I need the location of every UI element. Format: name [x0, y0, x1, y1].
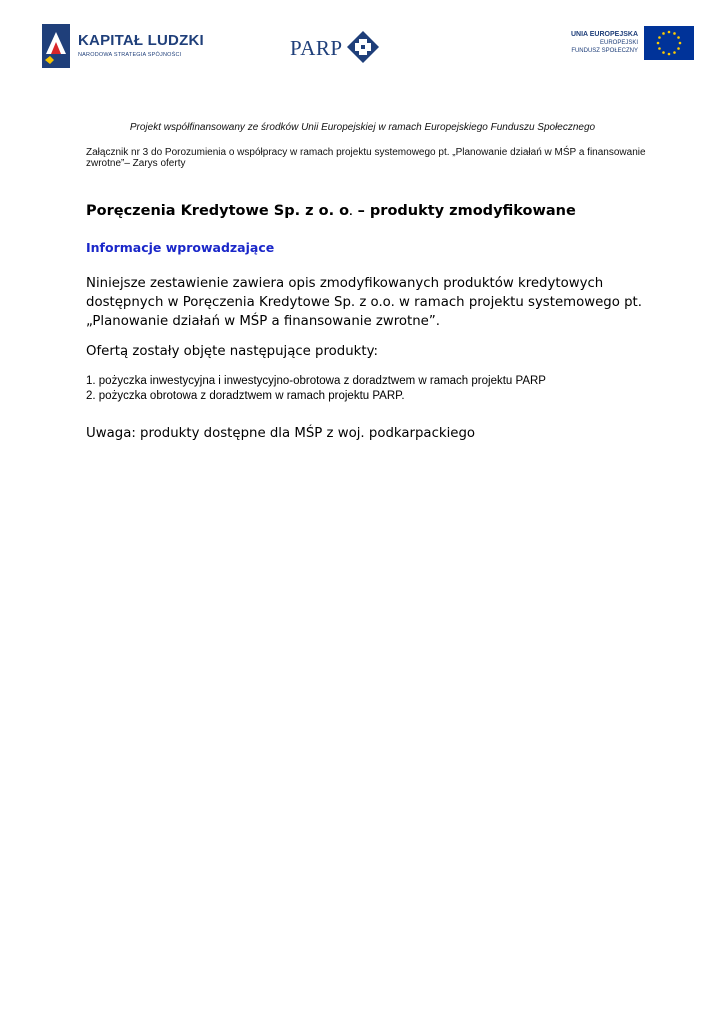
eu-star-icon: [662, 51, 665, 54]
parp-name: PARP: [290, 36, 343, 60]
title-main: Poręczenia Kredytowe Sp. z o. o: [86, 203, 350, 219]
eu-star-icon: [668, 53, 671, 56]
eu-logo: [556, 26, 694, 62]
eu-flag-icon: [644, 26, 694, 60]
eu-star-icon: [673, 51, 676, 54]
intro-paragraph: Niniejsze zestawienie zawiera opis zmodyfikowanych produktów kredytowych dostępnych w Poręczenia Kredytowe Sp. z o.o. w ramach projektu systemowego pt. „Planowanie działań w MŚP a finansowanie zwrotne”.: [86, 276, 642, 329]
eu-line-2: EUROPEJSKI: [599, 40, 638, 46]
availability-note: Uwaga: produkty dostępne dla MŚP z woj. podkarpackiego: [86, 426, 476, 441]
eu-star-icon: [657, 42, 660, 45]
product-item: 1. pożyczka inwestycyjna i inwestycyjno-obrotowa z doradztwem w ramach projektu PARP: [86, 375, 546, 387]
kapital-ludzki-logo: [42, 24, 204, 68]
cofinancing-note: Projekt współfinansowany ze środków Unii Europejskiej w ramach Europejskiego Funduszu Społecznego: [129, 122, 596, 133]
parp-mark-icon: [346, 30, 380, 64]
eu-star-icon: [673, 32, 676, 35]
annex-reference: Załącznik nr 3 do Porozumienia o współpracy w ramach projektu systemowego pt. „Planowanie działań w MŚP a finansowanie zwrotne”– Zarys oferty: [86, 147, 646, 169]
eu-star-icon: [677, 36, 680, 39]
title-rest: – produkty zmodyfikowane: [352, 203, 576, 219]
intro-heading: Informacje wprowadzające: [86, 240, 275, 255]
parp-logo: [290, 30, 382, 66]
kapital-ludzki-emblem-icon: [42, 24, 70, 68]
title-dot: .: [349, 208, 353, 218]
eu-line-1: UNIA EUROPEJSKA: [570, 31, 638, 38]
eu-star-icon: [668, 31, 671, 34]
product-item: 2. pożyczka obrotowa z doradztwem w ramach projektu PARP.: [86, 390, 405, 402]
eu-line-3: FUNDUSZ SPOŁECZNY: [571, 48, 638, 54]
product-list: [86, 374, 646, 404]
eu-text: [571, 30, 638, 55]
document-title: [86, 203, 646, 219]
eu-star-icon: [679, 42, 682, 45]
kapital-ludzki-subtitle: NARODOWA STRATEGIA SPÓJNOŚCI: [78, 52, 182, 58]
eu-star-icon: [658, 47, 661, 50]
eu-star-icon: [662, 32, 665, 35]
kapital-ludzki-title: KAPITAŁ LUDZKI: [78, 32, 204, 49]
eu-star-icon: [658, 36, 661, 39]
eu-star-icon: [677, 47, 680, 50]
offer-intro: Ofertą zostały objęte następujące produkty:: [86, 344, 378, 359]
